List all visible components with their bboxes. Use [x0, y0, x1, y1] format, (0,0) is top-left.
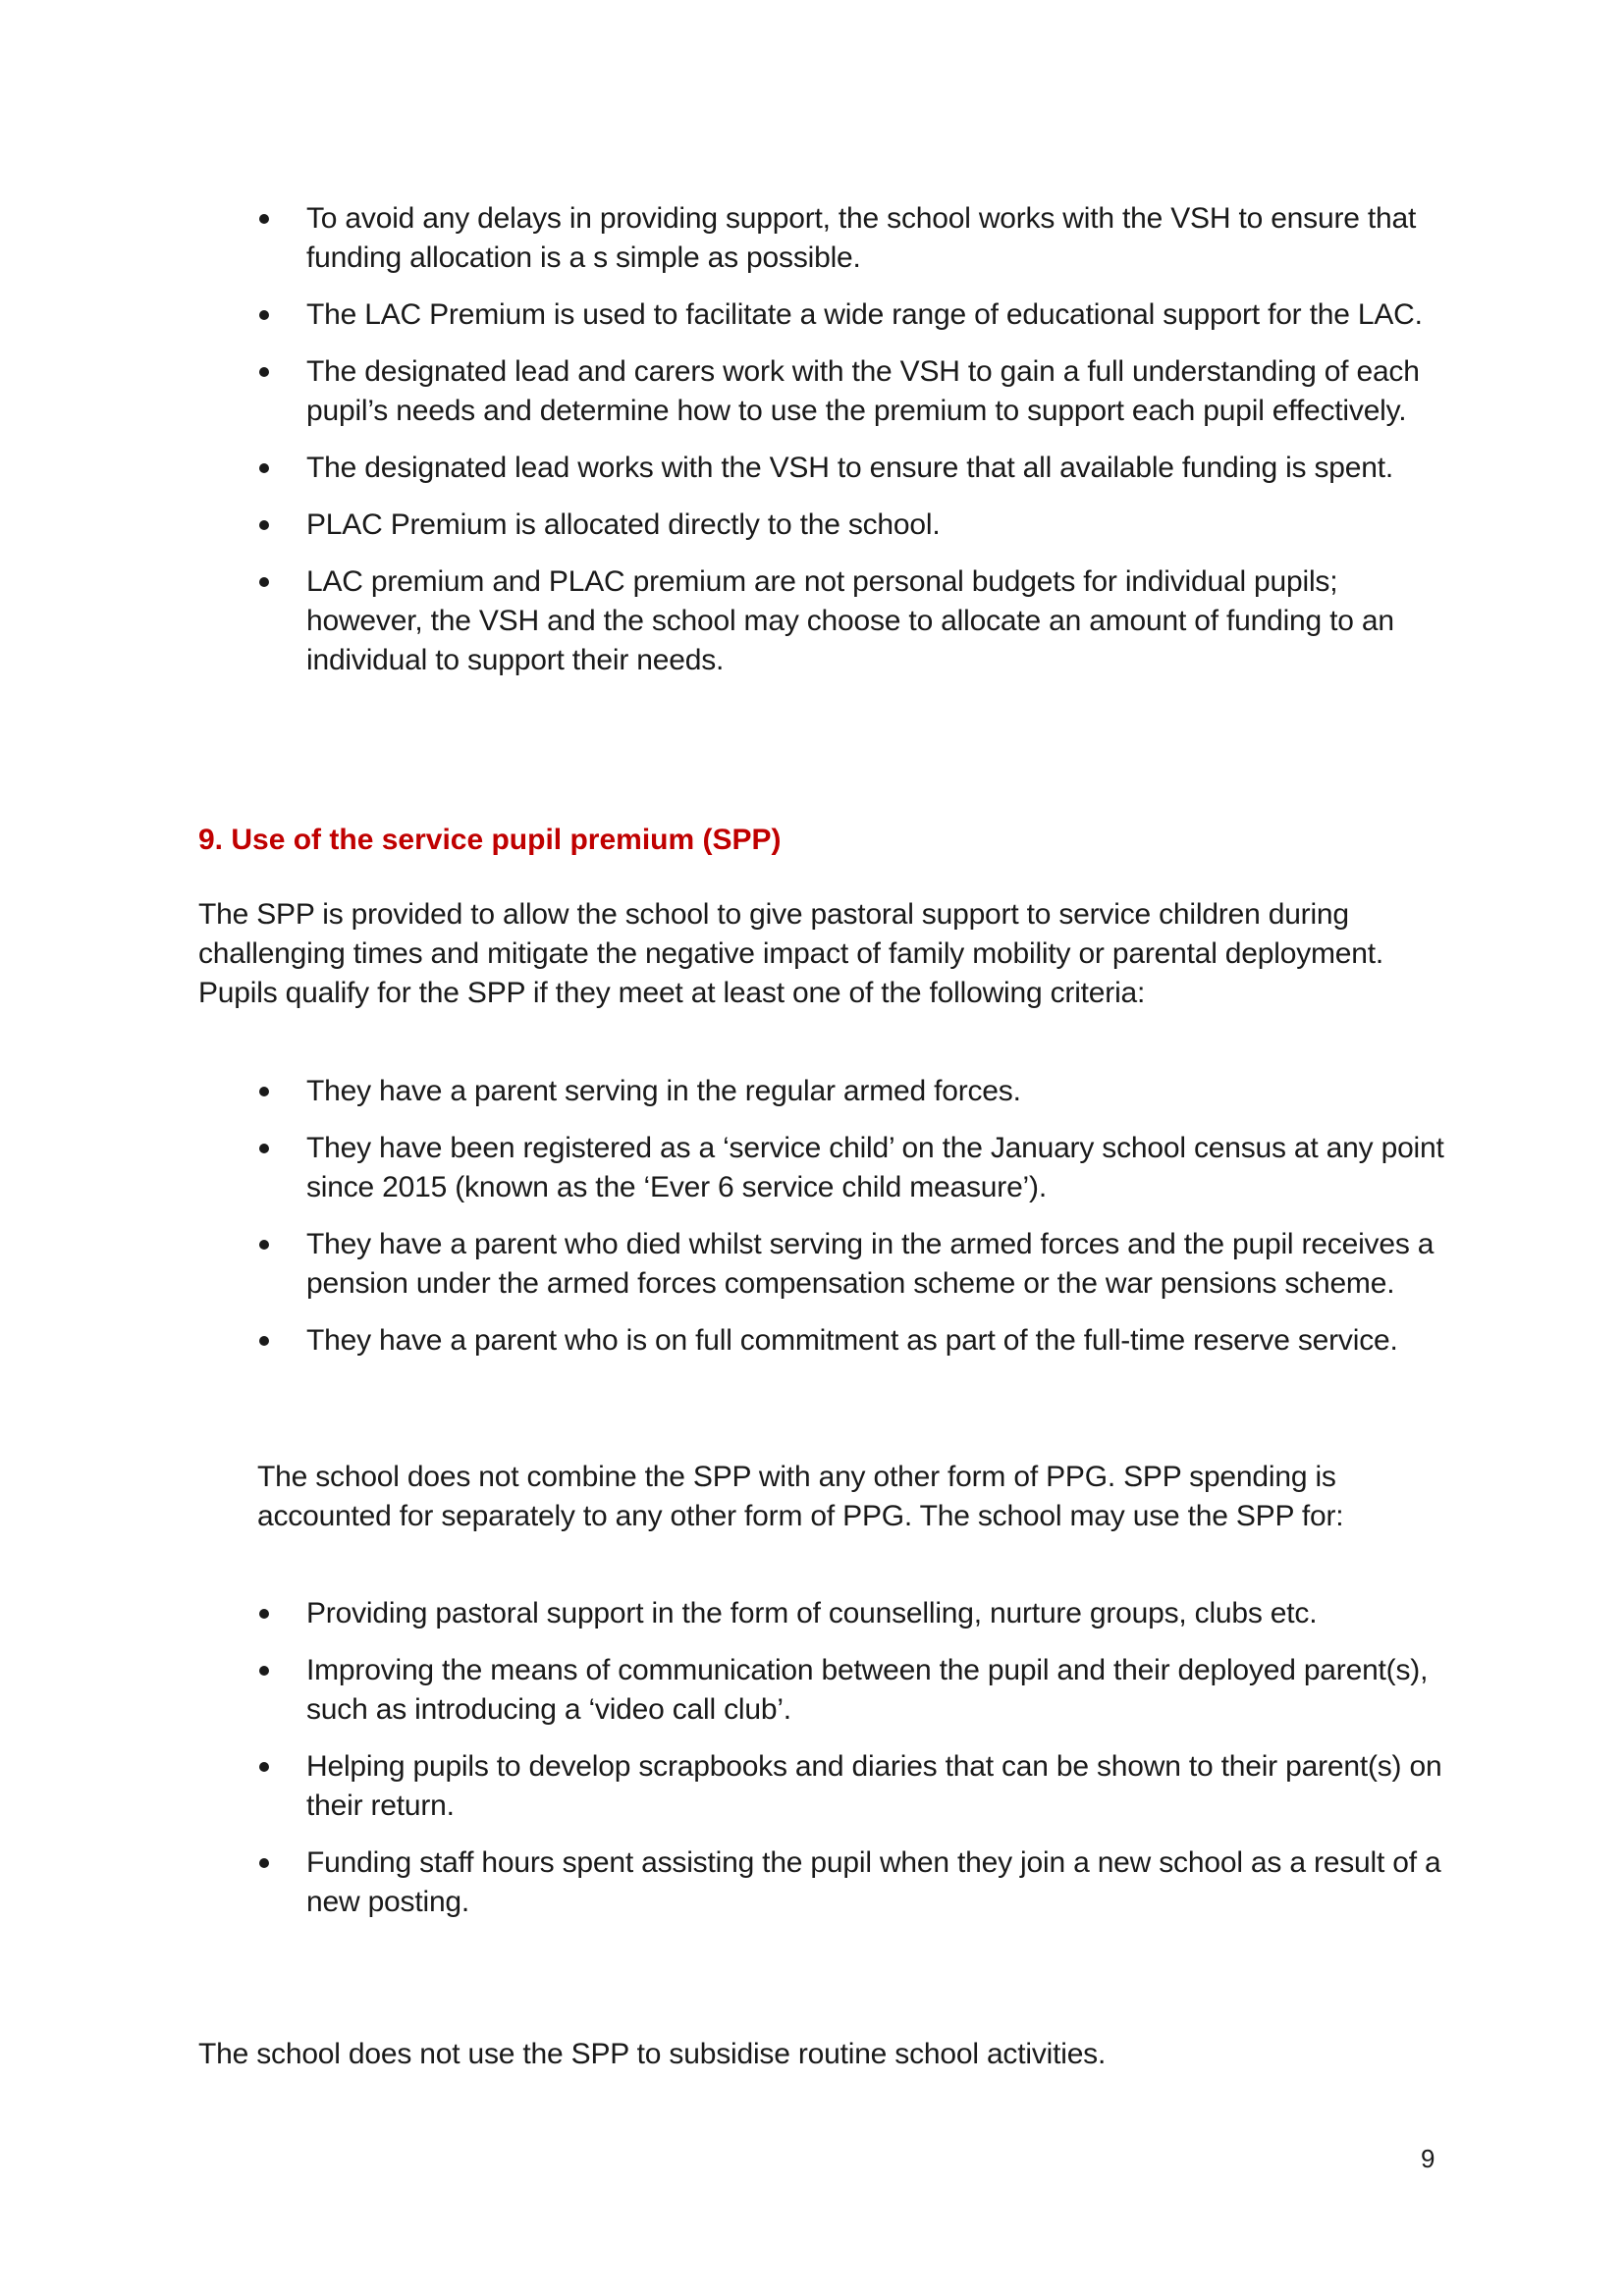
list-item: The designated lead and carers work with the VSH to gain a full understanding of each pupil’s needs and determine how to use the premium to support each pupil effectively. [255, 352, 1453, 431]
list-item: PLAC Premium is allocated directly to the school. [255, 506, 1453, 545]
combine-paragraph: The school does not combine the SPP with any other form of PPG. SPP spending is accounted for separately to any other form of PPG. The school may use the SPP for: [257, 1461, 1344, 1532]
bullet-icon [259, 520, 269, 530]
bullet-icon [259, 1240, 269, 1250]
spp-criteria-list [255, 1072, 1453, 1378]
bullet-icon [259, 1666, 269, 1676]
list-item: Helping pupils to develop scrapbooks and diaries that can be shown to their parent(s) on their return. [255, 1747, 1453, 1826]
list-item: Improving the means of communication between the pupil and their deployed parent(s), such as introducing a ‘video call club’. [255, 1651, 1453, 1730]
list-item: Funding staff hours spent assisting the pupil when they join a new school as a result of a new posting. [255, 1843, 1453, 1922]
lac-premium-bullet-list [255, 199, 1453, 698]
list-item: Providing pastoral support in the form of counselling, nurture groups, clubs etc. [255, 1594, 1453, 1633]
spp-uses-list [255, 1594, 1453, 1940]
closing-paragraph: The school does not use the SPP to subsidise routine school activities. [198, 2038, 1107, 2070]
list-item: To avoid any delays in providing support, the school works with the VSH to ensure that funding allocation is a s simple as possible. [255, 199, 1453, 278]
bullet-icon [259, 214, 269, 224]
list-item: They have a parent who died whilst serving in the armed forces and the pupil receives a pension under the armed forces compensation scheme or the war pensions scheme. [255, 1225, 1453, 1304]
intro-paragraph: The SPP is provided to allow the school to give pastoral support to service children during challenging times and mitigate the negative impact of family mobility or parental deployment. Pupils qualify for the SPP if they meet at least one of the following criteria: [198, 898, 1384, 1009]
list-item: They have been registered as a ‘service child’ on the January school census at any point since 2015 (known as the ‘Ever 6 service child measure’). [255, 1129, 1453, 1207]
bullet-icon [259, 1858, 269, 1868]
bullet-icon [259, 463, 269, 473]
list-item: They have a parent who is on full commitment as part of the full-time reserve service. [255, 1321, 1453, 1361]
bullet-icon [259, 1087, 269, 1096]
list-item: The designated lead works with the VSH to ensure that all available funding is spent. [255, 449, 1453, 488]
bullet-icon [259, 1144, 269, 1153]
bullet-icon [259, 310, 269, 320]
section-heading: 9. Use of the service pupil premium (SPP) [198, 824, 782, 856]
list-item: They have a parent serving in the regular armed forces. [255, 1072, 1453, 1111]
page-number: 9 [1421, 2144, 1435, 2173]
list-item: The LAC Premium is used to facilitate a wide range of educational support for the LAC. [255, 295, 1453, 335]
bullet-icon [259, 577, 269, 587]
list-item: LAC premium and PLAC premium are not personal budgets for individual pupils; however, the VSH and the school may choose to allocate an amount of funding to an individual to support their needs. [255, 562, 1453, 680]
bullet-icon [259, 367, 269, 377]
bullet-icon [259, 1762, 269, 1772]
bullet-icon [259, 1609, 269, 1619]
bullet-icon [259, 1336, 269, 1346]
